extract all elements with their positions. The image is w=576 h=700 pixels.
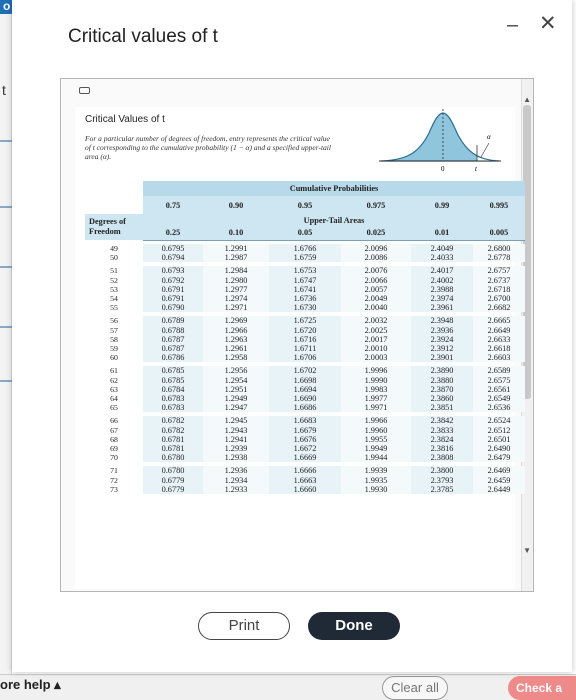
critical-value-cell: 1.6694	[269, 385, 341, 394]
critical-value-cell: 2.3870	[411, 385, 473, 394]
critical-value-cell: 0.6779	[143, 485, 203, 494]
t-distribution-curve-icon	[377, 107, 503, 173]
background-marker	[0, 266, 12, 268]
table-row	[85, 326, 525, 335]
critical-value-cell: 1.6663	[269, 476, 341, 485]
background-corner-tab: o	[0, 0, 16, 14]
background-footer-bar	[0, 674, 576, 700]
critical-value-cell: 1.2939	[203, 444, 269, 453]
critical-value-cell: 0.6787	[143, 344, 203, 353]
table-row	[85, 253, 525, 262]
critical-value-cell: 2.6589	[473, 366, 525, 375]
curve-t-label: t	[475, 165, 477, 173]
critical-value-cell: 1.9935	[341, 476, 411, 485]
critical-value-cell: 1.6753	[269, 266, 341, 275]
critical-value-cell: 2.6575	[473, 376, 525, 385]
degrees-of-freedom-cell: 71	[110, 466, 118, 476]
table-row	[85, 403, 525, 412]
table-row	[85, 366, 525, 375]
table-row	[85, 466, 525, 475]
print-button[interactable]: Print	[198, 612, 290, 640]
critical-value-cell: 2.3793	[411, 476, 473, 485]
close-button[interactable]: ✕	[539, 12, 557, 35]
critical-value-cell: 2.3824	[411, 435, 473, 444]
tab-icon[interactable]	[79, 87, 90, 94]
degrees-of-freedom-cell: 67	[110, 425, 118, 435]
critical-value-cell: 0.6792	[143, 276, 203, 285]
critical-value-cell: 1.2956	[203, 366, 269, 375]
critical-value-cell: 2.6469	[473, 466, 525, 475]
table-row	[85, 335, 525, 344]
critical-value-cell: 1.9930	[341, 485, 411, 494]
degrees-of-freedom-cell: 73	[110, 484, 118, 494]
critical-value-cell: 1.6679	[269, 426, 341, 435]
cumulative-probabilities-header: Cumulative Probabilities	[143, 181, 525, 196]
degrees-of-freedom-cell: 61	[110, 366, 118, 376]
critical-value-cell: 1.2966	[203, 326, 269, 335]
degrees-of-freedom-cell: 54	[110, 294, 118, 304]
check-answer-button[interactable]: Check a	[508, 676, 576, 700]
critical-value-cell: 2.4017	[411, 266, 473, 275]
area-header: 0.025	[341, 226, 411, 240]
critical-value-cell: 1.9977	[341, 394, 411, 403]
critical-value-cell: 2.6479	[473, 453, 525, 462]
critical-value-cell: 0.6782	[143, 426, 203, 435]
area-header: 0.01	[411, 226, 473, 240]
critical-value-cell: 1.2945	[203, 416, 269, 425]
critical-value-cell: 1.2961	[203, 344, 269, 353]
critical-value-cell: 1.6669	[269, 453, 341, 462]
critical-value-cell: 2.6512	[473, 426, 525, 435]
document-viewer[interactable]	[60, 78, 534, 592]
critical-value-cell: 1.2963	[203, 335, 269, 344]
critical-value-cell: 2.3924	[411, 335, 473, 344]
critical-value-cell: 2.6536	[473, 403, 525, 412]
curve-zero-label: 0	[441, 165, 445, 173]
critical-value-cell: 1.2951	[203, 385, 269, 394]
critical-value-cell: 1.6766	[269, 244, 341, 253]
more-help-button[interactable]: ore help ▴	[0, 677, 61, 692]
critical-value-cell: 0.6785	[143, 366, 203, 375]
table-row	[85, 276, 525, 285]
critical-value-cell: 0.6795	[143, 244, 203, 253]
area-header: 0.005	[473, 226, 525, 240]
critical-value-cell: 2.3890	[411, 366, 473, 375]
background-text: t	[2, 82, 6, 98]
critical-value-cell: 0.6780	[143, 453, 203, 462]
critical-value-cell: 2.6800	[473, 244, 525, 253]
background-marker	[0, 140, 12, 142]
critical-value-cell: 0.6783	[143, 394, 203, 403]
critical-value-cell: 1.6660	[269, 485, 341, 494]
area-header: 0.10	[203, 226, 269, 240]
critical-value-cell: 2.6618	[473, 344, 525, 353]
critical-value-cell: 2.6757	[473, 266, 525, 275]
table-row	[85, 394, 525, 403]
critical-value-cell: 2.3851	[411, 403, 473, 412]
degrees-of-freedom-cell: 51	[110, 266, 118, 276]
degrees-of-freedom-cell: 55	[110, 303, 118, 313]
degrees-of-freedom-cell: 69	[110, 444, 118, 454]
degrees-of-freedom-cell: 57	[110, 325, 118, 335]
critical-value-cell: 1.2933	[203, 485, 269, 494]
critical-value-cell: 1.2949	[203, 394, 269, 403]
table-row	[85, 385, 525, 394]
critical-value-cell: 2.3808	[411, 453, 473, 462]
critical-value-cell: 2.3800	[411, 466, 473, 475]
critical-value-cell: 2.6649	[473, 326, 525, 335]
background-page-edge	[0, 0, 12, 700]
critical-value-cell: 2.6561	[473, 385, 525, 394]
critical-value-cell: 1.6690	[269, 394, 341, 403]
table-row	[85, 416, 525, 425]
critical-value-cell: 2.6778	[473, 253, 525, 262]
critical-value-cell: 2.0096	[341, 244, 411, 253]
table-row	[85, 294, 525, 303]
table-row	[85, 344, 525, 353]
critical-value-cell: 1.2938	[203, 453, 269, 462]
critical-value-cell: 2.6737	[473, 276, 525, 285]
critical-value-cell: 2.0032	[341, 316, 411, 325]
minimize-button[interactable]: –	[507, 14, 519, 36]
table-row	[85, 353, 525, 362]
clear-all-button[interactable]: Clear all	[382, 676, 448, 700]
critical-value-cell: 1.9944	[341, 453, 411, 462]
critical-value-cell: 1.2974	[203, 294, 269, 303]
critical-value-cell: 1.2969	[203, 316, 269, 325]
critical-value-cell: 0.6781	[143, 444, 203, 453]
critical-value-cell: 1.2941	[203, 435, 269, 444]
done-button[interactable]: Done	[308, 612, 400, 640]
critical-value-cell: 2.0057	[341, 285, 411, 294]
critical-value-cell: 2.3988	[411, 285, 473, 294]
degrees-of-freedom-cell: 66	[110, 416, 118, 426]
critical-value-cell: 1.2943	[203, 426, 269, 435]
scroll-down-arrow-icon[interactable]: ▼	[523, 546, 531, 555]
degrees-of-freedom-cell: 52	[110, 275, 118, 285]
critical-value-cell: 1.6666	[269, 466, 341, 475]
critical-value-cell: 2.3833	[411, 426, 473, 435]
degrees-of-freedom-cell: 68	[110, 434, 118, 444]
document-page	[75, 107, 515, 589]
table-row	[85, 485, 525, 494]
critical-value-cell: 0.6794	[143, 253, 203, 262]
critical-value-cell: 2.0086	[341, 253, 411, 262]
critical-value-cell: 1.9983	[341, 385, 411, 394]
critical-value-cell: 0.6780	[143, 466, 203, 475]
degrees-of-freedom-cell: 59	[110, 344, 118, 354]
table-row	[85, 285, 525, 294]
table-row	[85, 426, 525, 435]
critical-values-table	[85, 181, 525, 494]
critical-value-cell: 2.0017	[341, 335, 411, 344]
document-description: For a particular number of degrees of freedom, entry represents the critical value of t corresponding to the cumulative probability (1 − α) and a specified upper-tail area (α).	[85, 134, 331, 161]
critical-value-cell: 2.0076	[341, 266, 411, 275]
critical-value-cell: 1.9939	[341, 466, 411, 475]
critical-value-cell: 1.6736	[269, 294, 341, 303]
critical-value-cell: 0.6793	[143, 266, 203, 275]
upper-tail-areas-header: Upper-Tail Areas	[143, 214, 525, 226]
critical-value-cell: 1.6720	[269, 326, 341, 335]
background-marker	[0, 326, 12, 328]
degrees-of-freedom-header: Degrees of Freedom	[85, 214, 143, 240]
critical-value-cell: 2.3842	[411, 416, 473, 425]
critical-value-cell: 2.0049	[341, 294, 411, 303]
critical-value-cell: 2.3936	[411, 326, 473, 335]
critical-value-cell: 1.6730	[269, 303, 341, 312]
degrees-of-freedom-cell: 63	[110, 384, 118, 394]
critical-value-cell: 1.9966	[341, 416, 411, 425]
degrees-of-freedom-cell: 50	[110, 253, 118, 263]
document-heading: Critical Values of t	[85, 114, 165, 125]
probability-header: 0.975	[341, 196, 411, 214]
critical-value-cell: 0.6791	[143, 285, 203, 294]
critical-value-cell: 2.0025	[341, 326, 411, 335]
degrees-of-freedom-cell: 49	[110, 244, 118, 253]
critical-value-cell: 1.6683	[269, 416, 341, 425]
critical-value-cell: 1.6672	[269, 444, 341, 453]
critical-value-cell: 1.2977	[203, 285, 269, 294]
critical-value-cell: 2.4049	[411, 244, 473, 253]
background-marker	[0, 206, 12, 208]
critical-value-cell: 0.6779	[143, 476, 203, 485]
dialog-title: Critical values of t	[68, 26, 218, 47]
critical-value-cell: 2.3912	[411, 344, 473, 353]
critical-value-cell: 1.9955	[341, 435, 411, 444]
critical-value-cell: 2.3961	[411, 303, 473, 312]
critical-value-cell: 1.2934	[203, 476, 269, 485]
table-row	[85, 244, 525, 253]
critical-value-cell: 1.6702	[269, 366, 341, 375]
critical-value-cell: 0.6790	[143, 303, 203, 312]
critical-value-cell: 1.9949	[341, 444, 411, 453]
critical-value-cell: 1.6759	[269, 253, 341, 262]
critical-value-cell: 1.2980	[203, 276, 269, 285]
table-body	[85, 240, 525, 494]
critical-value-cell: 2.0003	[341, 353, 411, 362]
critical-value-cell: 2.6700	[473, 294, 525, 303]
critical-value-cell: 2.0010	[341, 344, 411, 353]
critical-value-cell: 2.6603	[473, 353, 525, 362]
critical-value-cell: 2.0066	[341, 276, 411, 285]
probability-header: 0.75	[143, 196, 203, 214]
table-row	[85, 476, 525, 485]
critical-value-cell: 2.3901	[411, 353, 473, 362]
probabilities-header-row	[85, 196, 525, 214]
critical-value-cell: 1.2991	[203, 244, 269, 253]
critical-value-cell: 1.6698	[269, 376, 341, 385]
critical-value-cell: 0.6789	[143, 316, 203, 325]
background-marker	[0, 380, 12, 382]
areas-header-row	[85, 226, 525, 240]
critical-value-cell: 2.6682	[473, 303, 525, 312]
probability-header: 0.95	[269, 196, 341, 214]
critical-value-cell: 2.6459	[473, 476, 525, 485]
probability-header: 0.99	[411, 196, 473, 214]
critical-value-cell: 1.2987	[203, 253, 269, 262]
critical-value-cell: 2.3880	[411, 376, 473, 385]
critical-value-cell: 2.6490	[473, 444, 525, 453]
critical-value-cell: 1.9960	[341, 426, 411, 435]
critical-value-cell: 1.2936	[203, 466, 269, 475]
critical-value-cell: 2.3785	[411, 485, 473, 494]
critical-value-cell: 0.6787	[143, 335, 203, 344]
degrees-of-freedom-cell: 64	[110, 394, 118, 404]
critical-value-cell: 2.3860	[411, 394, 473, 403]
degrees-of-freedom-cell: 72	[110, 475, 118, 485]
degrees-of-freedom-cell: 53	[110, 284, 118, 294]
table-row	[85, 435, 525, 444]
critical-value-cell: 1.6747	[269, 276, 341, 285]
area-header: 0.05	[269, 226, 341, 240]
critical-value-cell: 2.6524	[473, 416, 525, 425]
critical-value-cell: 1.2958	[203, 353, 269, 362]
critical-value-cell: 1.6716	[269, 335, 341, 344]
critical-value-cell: 2.3974	[411, 294, 473, 303]
critical-value-cell: 1.6711	[269, 344, 341, 353]
degrees-of-freedom-cell: 70	[110, 453, 118, 463]
critical-value-cell: 2.4033	[411, 253, 473, 262]
critical-value-cell: 2.6665	[473, 316, 525, 325]
critical-value-cell: 2.6718	[473, 285, 525, 294]
critical-value-cell: 0.6788	[143, 326, 203, 335]
critical-value-cell: 2.4002	[411, 276, 473, 285]
degrees-of-freedom-cell: 60	[110, 353, 118, 363]
critical-value-cell: 2.6549	[473, 394, 525, 403]
degrees-of-freedom-cell: 58	[110, 334, 118, 344]
table-row	[85, 376, 525, 385]
critical-value-cell: 2.6449	[473, 485, 525, 494]
critical-value-cell: 2.0040	[341, 303, 411, 312]
table-row	[85, 453, 525, 462]
critical-value-cell: 1.6706	[269, 353, 341, 362]
critical-value-cell: 1.2984	[203, 266, 269, 275]
critical-value-cell: 2.3948	[411, 316, 473, 325]
critical-value-cell: 1.9990	[341, 376, 411, 385]
degrees-of-freedom-cell: 56	[110, 316, 118, 326]
critical-value-cell: 1.6725	[269, 316, 341, 325]
critical-value-cell: 1.6741	[269, 285, 341, 294]
degrees-of-freedom-cell: 62	[110, 375, 118, 385]
probability-header: 0.995	[473, 196, 525, 214]
critical-value-cell: 1.6686	[269, 403, 341, 412]
critical-value-cell: 0.6791	[143, 294, 203, 303]
critical-value-cell: 1.2947	[203, 403, 269, 412]
probability-header: 0.90	[203, 196, 269, 214]
table-row	[85, 303, 525, 312]
critical-value-cell: 0.6786	[143, 353, 203, 362]
area-header: 0.25	[143, 226, 203, 240]
critical-value-cell: 0.6783	[143, 403, 203, 412]
critical-value-cell: 0.6782	[143, 416, 203, 425]
table-row	[85, 266, 525, 275]
table-row	[85, 316, 525, 325]
critical-value-cell: 0.6785	[143, 376, 203, 385]
scroll-up-arrow-icon[interactable]: ▲	[523, 95, 531, 104]
critical-value-cell: 2.6501	[473, 435, 525, 444]
critical-value-cell: 1.2954	[203, 376, 269, 385]
critical-value-cell: 0.6784	[143, 385, 203, 394]
critical-value-cell: 1.9971	[341, 403, 411, 412]
degrees-of-freedom-cell: 65	[110, 403, 118, 413]
critical-value-cell: 2.6633	[473, 335, 525, 344]
curve-alpha-label: α	[487, 133, 491, 141]
critical-values-dialog	[12, 0, 572, 672]
critical-value-cell: 0.6781	[143, 435, 203, 444]
critical-value-cell: 1.6676	[269, 435, 341, 444]
table-row	[85, 444, 525, 453]
critical-value-cell: 2.3816	[411, 444, 473, 453]
critical-value-cell: 1.2971	[203, 303, 269, 312]
critical-value-cell: 1.9996	[341, 366, 411, 375]
